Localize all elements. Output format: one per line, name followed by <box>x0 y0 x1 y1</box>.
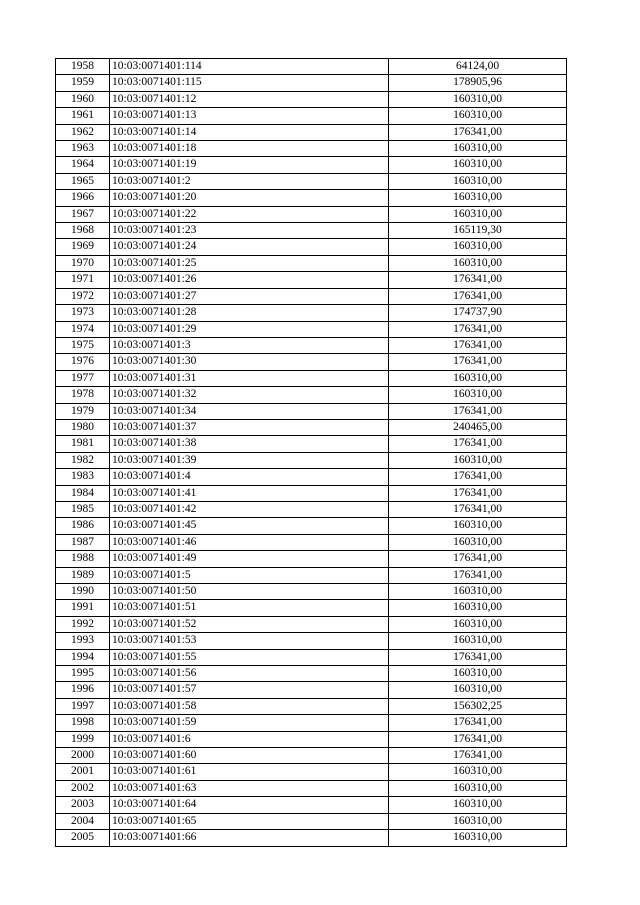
value-cell: 160310,00 <box>389 91 567 107</box>
cadastral-number-cell: 10:03:0071401:27 <box>110 288 389 304</box>
table-row <box>56 649 567 665</box>
value-cell: 176341,00 <box>389 337 567 353</box>
cadastral-number-cell: 10:03:0071401:56 <box>110 666 389 682</box>
row-number-cell: 2000 <box>56 748 110 764</box>
cadastral-number-cell: 10:03:0071401:34 <box>110 403 389 419</box>
document-page <box>55 58 567 847</box>
value-cell: 160310,00 <box>389 387 567 403</box>
cadastral-number-cell: 10:03:0071401:114 <box>110 59 389 75</box>
row-number-cell: 1974 <box>56 321 110 337</box>
cadastral-number-cell: 10:03:0071401:63 <box>110 780 389 796</box>
value-cell: 240465,00 <box>389 419 567 435</box>
table-row <box>56 387 567 403</box>
table-row <box>56 797 567 813</box>
row-number-cell: 1960 <box>56 91 110 107</box>
cadastral-number-cell: 10:03:0071401:53 <box>110 633 389 649</box>
table-row <box>56 288 567 304</box>
row-number-cell: 1986 <box>56 518 110 534</box>
table-row <box>56 141 567 157</box>
table-row <box>56 534 567 550</box>
table-row <box>56 337 567 353</box>
table-row <box>56 567 567 583</box>
row-number-cell: 1968 <box>56 223 110 239</box>
cadastral-number-cell: 10:03:0071401:29 <box>110 321 389 337</box>
row-number-cell: 2003 <box>56 797 110 813</box>
table-row <box>56 59 567 75</box>
cadastral-value-table <box>55 58 567 847</box>
value-cell: 176341,00 <box>389 321 567 337</box>
cadastral-number-cell: 10:03:0071401:4 <box>110 469 389 485</box>
value-cell: 176341,00 <box>389 403 567 419</box>
table-row <box>56 616 567 632</box>
table-row <box>56 419 567 435</box>
cadastral-number-cell: 10:03:0071401:59 <box>110 715 389 731</box>
value-cell: 160310,00 <box>389 764 567 780</box>
table-row <box>56 813 567 829</box>
row-number-cell: 1994 <box>56 649 110 665</box>
table-row <box>56 501 567 517</box>
row-number-cell: 2005 <box>56 830 110 846</box>
row-number-cell: 1958 <box>56 59 110 75</box>
table-row <box>56 272 567 288</box>
cadastral-number-cell: 10:03:0071401:41 <box>110 485 389 501</box>
value-cell: 176341,00 <box>389 469 567 485</box>
value-cell: 176341,00 <box>389 649 567 665</box>
table-row <box>56 403 567 419</box>
table-row <box>56 108 567 124</box>
table-row <box>56 682 567 698</box>
cadastral-number-cell: 10:03:0071401:6 <box>110 731 389 747</box>
cadastral-number-cell: 10:03:0071401:64 <box>110 797 389 813</box>
value-cell: 160310,00 <box>389 797 567 813</box>
cadastral-number-cell: 10:03:0071401:24 <box>110 239 389 255</box>
table-row <box>56 436 567 452</box>
cadastral-number-cell: 10:03:0071401:115 <box>110 75 389 91</box>
row-number-cell: 1964 <box>56 157 110 173</box>
cadastral-number-cell: 10:03:0071401:14 <box>110 124 389 140</box>
table-row <box>56 239 567 255</box>
value-cell: 156302,25 <box>389 698 567 714</box>
cadastral-number-cell: 10:03:0071401:51 <box>110 600 389 616</box>
row-number-cell: 1976 <box>56 354 110 370</box>
table-row <box>56 518 567 534</box>
table-row <box>56 354 567 370</box>
row-number-cell: 1995 <box>56 666 110 682</box>
cadastral-number-cell: 10:03:0071401:49 <box>110 551 389 567</box>
row-number-cell: 1999 <box>56 731 110 747</box>
value-cell: 160310,00 <box>389 141 567 157</box>
row-number-cell: 1977 <box>56 370 110 386</box>
value-cell: 160310,00 <box>389 452 567 468</box>
cadastral-number-cell: 10:03:0071401:52 <box>110 616 389 632</box>
row-number-cell: 1989 <box>56 567 110 583</box>
row-number-cell: 1982 <box>56 452 110 468</box>
row-number-cell: 1993 <box>56 633 110 649</box>
value-cell: 176341,00 <box>389 731 567 747</box>
cadastral-number-cell: 10:03:0071401:26 <box>110 272 389 288</box>
value-cell: 176341,00 <box>389 715 567 731</box>
table-row <box>56 223 567 239</box>
cadastral-number-cell: 10:03:0071401:5 <box>110 567 389 583</box>
table-row <box>56 764 567 780</box>
value-cell: 64124,00 <box>389 59 567 75</box>
cadastral-number-cell: 10:03:0071401:38 <box>110 436 389 452</box>
table-row <box>56 584 567 600</box>
row-number-cell: 1961 <box>56 108 110 124</box>
row-number-cell: 1962 <box>56 124 110 140</box>
value-cell: 160310,00 <box>389 206 567 222</box>
row-number-cell: 1996 <box>56 682 110 698</box>
table-row <box>56 748 567 764</box>
cadastral-number-cell: 10:03:0071401:2 <box>110 173 389 189</box>
value-cell: 160310,00 <box>389 600 567 616</box>
value-cell: 160310,00 <box>389 157 567 173</box>
table-row <box>56 75 567 91</box>
cadastral-number-cell: 10:03:0071401:22 <box>110 206 389 222</box>
cadastral-number-cell: 10:03:0071401:25 <box>110 255 389 271</box>
value-cell: 160310,00 <box>389 616 567 632</box>
row-number-cell: 2002 <box>56 780 110 796</box>
table-row <box>56 780 567 796</box>
cadastral-number-cell: 10:03:0071401:58 <box>110 698 389 714</box>
table-row <box>56 173 567 189</box>
row-number-cell: 1969 <box>56 239 110 255</box>
row-number-cell: 1975 <box>56 337 110 353</box>
row-number-cell: 1965 <box>56 173 110 189</box>
cadastral-number-cell: 10:03:0071401:12 <box>110 91 389 107</box>
value-cell: 176341,00 <box>389 272 567 288</box>
row-number-cell: 1979 <box>56 403 110 419</box>
row-number-cell: 1998 <box>56 715 110 731</box>
row-number-cell: 1980 <box>56 419 110 435</box>
cadastral-number-cell: 10:03:0071401:13 <box>110 108 389 124</box>
value-cell: 176341,00 <box>389 748 567 764</box>
cadastral-number-cell: 10:03:0071401:31 <box>110 370 389 386</box>
value-cell: 176341,00 <box>389 354 567 370</box>
table-row <box>56 370 567 386</box>
cadastral-number-cell: 10:03:0071401:66 <box>110 830 389 846</box>
value-cell: 160310,00 <box>389 813 567 829</box>
value-cell: 178905,96 <box>389 75 567 91</box>
table-row <box>56 830 567 846</box>
table-row <box>56 600 567 616</box>
row-number-cell: 1972 <box>56 288 110 304</box>
table-row <box>56 551 567 567</box>
row-number-cell: 1991 <box>56 600 110 616</box>
cadastral-number-cell: 10:03:0071401:30 <box>110 354 389 370</box>
cadastral-number-cell: 10:03:0071401:60 <box>110 748 389 764</box>
table-row <box>56 633 567 649</box>
row-number-cell: 1959 <box>56 75 110 91</box>
value-cell: 160310,00 <box>389 190 567 206</box>
table-row <box>56 321 567 337</box>
table-row <box>56 469 567 485</box>
row-number-cell: 1981 <box>56 436 110 452</box>
row-number-cell: 1988 <box>56 551 110 567</box>
row-number-cell: 2004 <box>56 813 110 829</box>
table-row <box>56 485 567 501</box>
table-row <box>56 715 567 731</box>
value-cell: 176341,00 <box>389 551 567 567</box>
row-number-cell: 1973 <box>56 305 110 321</box>
value-cell: 160310,00 <box>389 370 567 386</box>
value-cell: 160310,00 <box>389 255 567 271</box>
cadastral-number-cell: 10:03:0071401:46 <box>110 534 389 550</box>
value-cell: 174737,90 <box>389 305 567 321</box>
table-row <box>56 698 567 714</box>
row-number-cell: 1987 <box>56 534 110 550</box>
table-row <box>56 124 567 140</box>
table-row <box>56 305 567 321</box>
row-number-cell: 1967 <box>56 206 110 222</box>
cadastral-number-cell: 10:03:0071401:23 <box>110 223 389 239</box>
value-cell: 160310,00 <box>389 682 567 698</box>
value-cell: 160310,00 <box>389 830 567 846</box>
cadastral-number-cell: 10:03:0071401:65 <box>110 813 389 829</box>
row-number-cell: 1971 <box>56 272 110 288</box>
value-cell: 165119,30 <box>389 223 567 239</box>
table-row <box>56 157 567 173</box>
table-row <box>56 206 567 222</box>
table-row <box>56 255 567 271</box>
row-number-cell: 1970 <box>56 255 110 271</box>
cadastral-number-cell: 10:03:0071401:55 <box>110 649 389 665</box>
row-number-cell: 1978 <box>56 387 110 403</box>
value-cell: 160310,00 <box>389 518 567 534</box>
cadastral-number-cell: 10:03:0071401:28 <box>110 305 389 321</box>
value-cell: 160310,00 <box>389 239 567 255</box>
cadastral-number-cell: 10:03:0071401:19 <box>110 157 389 173</box>
value-cell: 176341,00 <box>389 288 567 304</box>
row-number-cell: 1984 <box>56 485 110 501</box>
cadastral-number-cell: 10:03:0071401:18 <box>110 141 389 157</box>
cadastral-number-cell: 10:03:0071401:39 <box>110 452 389 468</box>
table-row <box>56 666 567 682</box>
cadastral-number-cell: 10:03:0071401:42 <box>110 501 389 517</box>
cadastral-number-cell: 10:03:0071401:37 <box>110 419 389 435</box>
table-row <box>56 190 567 206</box>
row-number-cell: 1963 <box>56 141 110 157</box>
row-number-cell: 1966 <box>56 190 110 206</box>
value-cell: 160310,00 <box>389 584 567 600</box>
table-row <box>56 452 567 468</box>
cadastral-number-cell: 10:03:0071401:57 <box>110 682 389 698</box>
cadastral-number-cell: 10:03:0071401:3 <box>110 337 389 353</box>
cadastral-number-cell: 10:03:0071401:32 <box>110 387 389 403</box>
row-number-cell: 1985 <box>56 501 110 517</box>
value-cell: 160310,00 <box>389 173 567 189</box>
cadastral-number-cell: 10:03:0071401:61 <box>110 764 389 780</box>
cadastral-number-cell: 10:03:0071401:20 <box>110 190 389 206</box>
row-number-cell: 1983 <box>56 469 110 485</box>
value-cell: 160310,00 <box>389 633 567 649</box>
cadastral-number-cell: 10:03:0071401:45 <box>110 518 389 534</box>
value-cell: 160310,00 <box>389 666 567 682</box>
table-body <box>56 59 567 847</box>
table-row <box>56 731 567 747</box>
value-cell: 160310,00 <box>389 108 567 124</box>
cadastral-number-cell: 10:03:0071401:50 <box>110 584 389 600</box>
value-cell: 176341,00 <box>389 436 567 452</box>
value-cell: 176341,00 <box>389 485 567 501</box>
value-cell: 160310,00 <box>389 780 567 796</box>
row-number-cell: 1992 <box>56 616 110 632</box>
row-number-cell: 2001 <box>56 764 110 780</box>
value-cell: 176341,00 <box>389 501 567 517</box>
value-cell: 176341,00 <box>389 567 567 583</box>
row-number-cell: 1997 <box>56 698 110 714</box>
table-row <box>56 91 567 107</box>
value-cell: 160310,00 <box>389 534 567 550</box>
value-cell: 176341,00 <box>389 124 567 140</box>
row-number-cell: 1990 <box>56 584 110 600</box>
